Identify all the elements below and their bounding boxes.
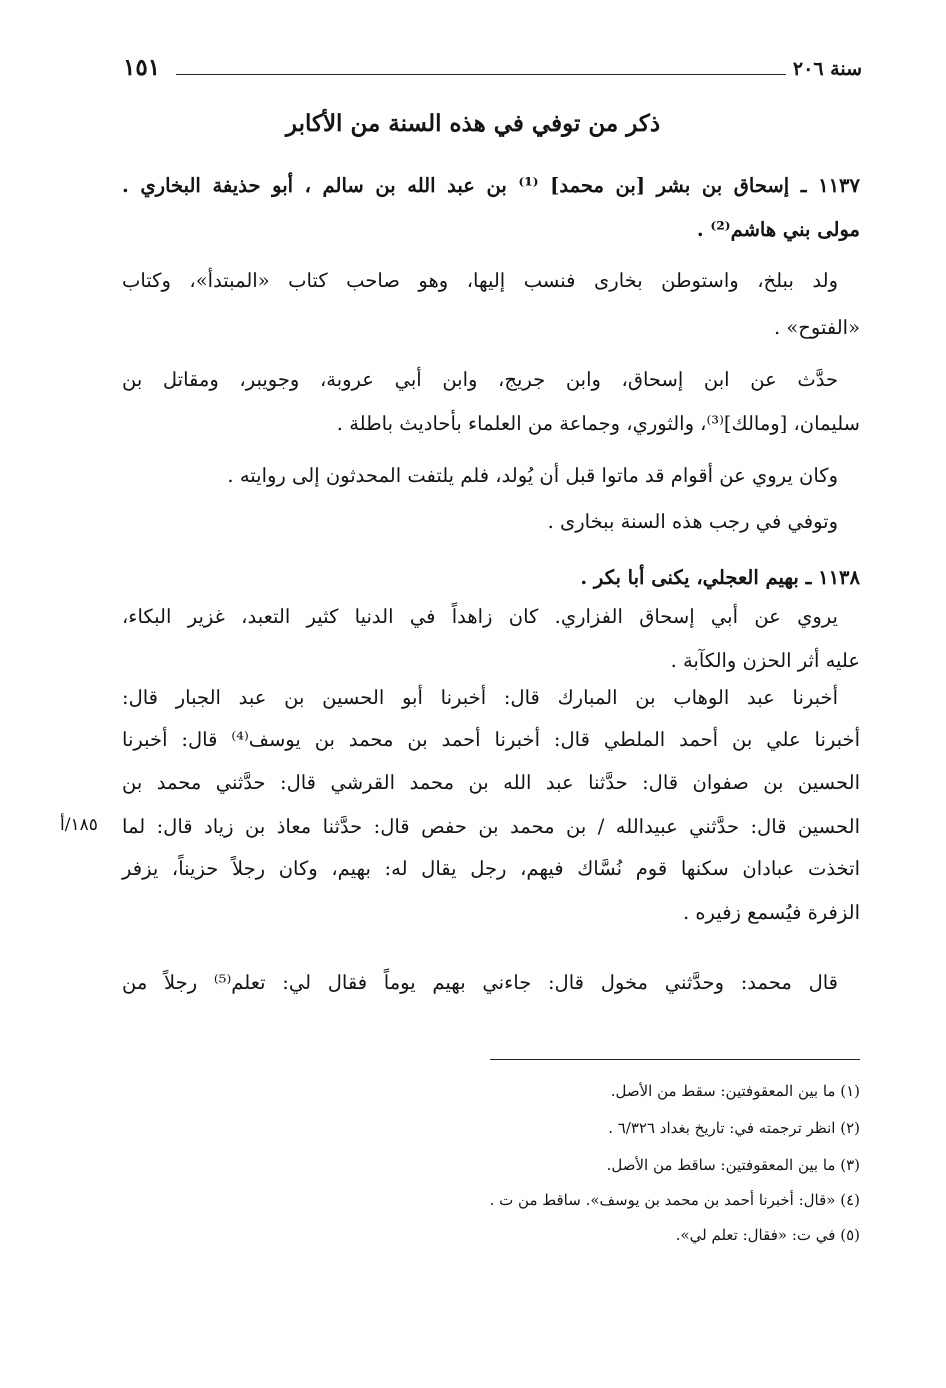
margin-folio-note: ١٨٥/أ: [60, 815, 98, 835]
footnote: (٤) «قال: أخبرنا أحمد بن محمد بن يوسف». ساقط من ت .: [489, 1191, 860, 1209]
body-line: الحسين بن صفوان قال: حدَّثنا عبد الله بن محمد القرشي قال: حدَّثني محمد بن: [122, 771, 860, 794]
section-title: ذكر من توفي في هذه السنة من الأكابر: [285, 110, 661, 137]
header-rule: [176, 74, 786, 75]
body-line: اتخذت عبادان سكنها قوم نُسَّاك فيهم، رجل يقال له: بهيم، وكان رجلاً حزيناً، يزفر: [122, 857, 860, 880]
footnote: (١) ما بين المعقوفتين: سقط من الأصل.: [610, 1082, 860, 1100]
entry-heading: ١١٣٨ ـ بهيم العجلي، يكنى أبا بكر .: [580, 566, 860, 589]
body-line: أخبرنا عبد الوهاب بن المبارك قال: أخبرنا أبو الحسين بن عبد الجبار قال:: [122, 686, 838, 709]
body-line: الحسين قال: حدَّثني عبيدالله / بن محمد بن حفص قال: حدَّثنا معاذ بن زياد قال: لما: [122, 815, 860, 838]
entry-heading: ١١٣٧ ـ إسحاق بن بشر [بن محمد] ⁽¹⁾ بن عبد الله بن سالم ، أبو حذيفة البخاري .: [122, 174, 861, 197]
body-line: «الفتوح» .: [773, 316, 860, 339]
entry-heading-cont: مولى بني هاشم⁽²⁾ .: [696, 218, 860, 241]
running-header-year: سنة ٢٠٦: [792, 58, 862, 80]
body-line: ولد ببلخ، واستوطن بخارى فنسب إليها، وهو صاحب كتاب «المبتدأ»، وكتاب: [122, 269, 838, 292]
footnote: (٣) ما بين المعقوفتين: ساقط من الأصل.: [606, 1156, 860, 1174]
footnote: (٢) انظر ترجمته في: تاريخ بغداد ٦/٣٢٦ .: [608, 1119, 860, 1137]
body-line: عليه أثر الحزن والكآبة .: [670, 649, 860, 672]
footnote: (٥) في ت: «فقال: تعلم لي».: [675, 1226, 860, 1244]
body-line: أخبرنا علي بن أحمد الملطي قال: أخبرنا أحمد بن محمد بن يوسف⁽⁴⁾ قال: أخبرنا: [122, 728, 860, 751]
body-line: قال محمد: وحدَّثني مخول قال: جاءني بهيم يوماً فقال لي: تعلم⁽⁵⁾ رجلاً من: [122, 971, 838, 994]
body-line: يروي عن أبي إسحاق الفزاري. كان زاهداً في الدنيا كثير التعبد، غزير البكاء،: [122, 605, 838, 628]
body-line: سليمان، [ومالك]⁽³⁾، والثوري، وجماعة من العلماء بأحاديث باطلة .: [336, 412, 860, 435]
page-number: ١٥١: [123, 54, 161, 81]
body-line: الزفرة فيُسمع زفيره .: [682, 901, 860, 924]
footnote-rule: [490, 1059, 860, 1060]
body-line: حدَّث عن ابن إسحاق، وابن جريج، وابن أبي عروبة، وجويبر، ومقاتل بن: [122, 368, 838, 391]
body-line: وكان يروي عن أقوام قد ماتوا قبل أن يُولد، فلم يلتفت المحدثون إلى روايته .: [227, 464, 838, 487]
body-line: وتوفي في رجب هذه السنة ببخارى .: [547, 510, 838, 533]
